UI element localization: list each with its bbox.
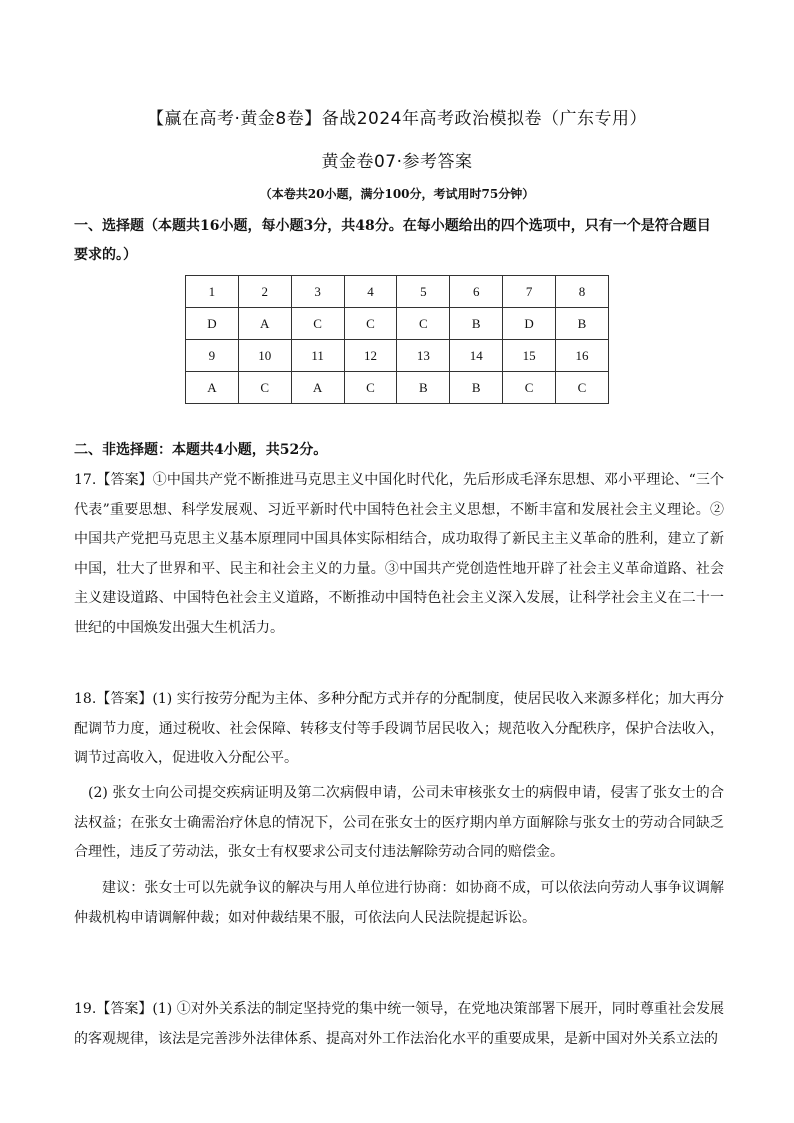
answer-cell: D	[503, 308, 556, 340]
answer-cell: A	[238, 308, 291, 340]
question-number-cell: 7	[503, 276, 556, 308]
answer-cell: D	[186, 308, 239, 340]
answer-cell: A	[186, 372, 239, 404]
answer-cell: B	[556, 308, 609, 340]
answer-table-row	[186, 276, 609, 308]
question-number-cell: 15	[503, 340, 556, 372]
question-number-cell: 13	[397, 340, 450, 372]
question-number-cell: 5	[397, 276, 450, 308]
answer-cell: B	[450, 308, 503, 340]
answer-cell: A	[291, 372, 344, 404]
document-subtitle: 黄金卷07·参考答案	[321, 152, 473, 172]
answer-17: 17.【答案】①中国共产党不断推进马克思主义中国化时代化，先后形成毛泽东思想、邓小平理论、“三个代表”重要思想、科学发展观、习近平新时代中国特色社会主义思想，不断丰富和发展社会主义理论。②中国共产党把马克思主义基本原理同中国具体实际相结合，成功取得了新民主主义革命的胜利，建立了新中国，壮大了世界和平、民主和社会主义的力量。③中国共产党创造性地开辟了社会主义革命道路、社会主义建设道路、中国特色社会主义道路，不断推动中国特色社会主义深入发展，让科学社会主义在二十一世纪的中国焕发出强大生机活力。	[74, 472, 724, 636]
answer-18-suggestion: 建议：张女士可以先就争议的解决与用人单位进行协商：如协商不成，可以依法向劳动人事争议调解仲裁机构申请调解仲裁；如对仲裁结果不服，可依法向人民法院提起诉讼。	[74, 880, 724, 926]
section-1-heading: 一、选择题（本题共16小题，每小题3分，共48分。在每小题给出的四个选项中，只有一个是符合题目要求的。）	[74, 218, 711, 263]
answer-cell: C	[556, 372, 609, 404]
question-number-cell: 12	[344, 340, 397, 372]
answer-cell: B	[397, 372, 450, 404]
answer-cell: C	[397, 308, 450, 340]
answer-table-row	[186, 372, 609, 404]
question-number-cell: 2	[238, 276, 291, 308]
question-number-cell: 16	[556, 340, 609, 372]
question-number-cell: 4	[344, 276, 397, 308]
answer-cell: C	[238, 372, 291, 404]
answer-table-row	[186, 308, 609, 340]
question-number-cell: 6	[450, 276, 503, 308]
answer-table-row	[186, 340, 609, 372]
question-number-cell: 8	[556, 276, 609, 308]
answer-table	[185, 275, 609, 404]
answer-cell: B	[450, 372, 503, 404]
answer-19: 19.【答案】(1) ①对外关系法的制定坚持党的集中统一领导，在党地决策部署下展开，同时尊重社会发展的客观规律，该法是完善涉外法律体系、提高对外工作法治化水平的重要成果，是新中国对外关系立法的	[74, 1001, 724, 1047]
question-number-cell: 1	[186, 276, 239, 308]
question-number-cell: 14	[450, 340, 503, 372]
answer-cell: C	[344, 372, 397, 404]
answer-cell: C	[344, 308, 397, 340]
exam-note: （本卷共20小题，满分100分，考试用时75分钟）	[259, 187, 535, 201]
question-number-cell: 9	[186, 340, 239, 372]
document-title: 【赢在高考·黄金8卷】备战2024年高考政治模拟卷（广东专用）	[147, 109, 647, 129]
answer-18-part2: (2) 张女士向公司提交疾病证明及第二次病假申请，公司未审核张女士的病假申请，侵害了张女士的合法权益；在张女士确需治疗休息的情况下，公司在张女士的医疗期内单方面解除与张女士的劳动合同缺乏合理性，违反了劳动法，张女士有权要求公司支付违法解除劳动合同的赔偿金。	[74, 785, 724, 860]
section-2-heading: 二、非选择题：本题共4小题，共52分。	[74, 442, 328, 458]
answer-18-part1: 18.【答案】(1) 实行按劳分配为主体、多种分配方式并存的分配制度，使居民收入来源多样化；加大再分配调节力度，通过税收、社会保障、转移支付等手段调节居民收入；规范收入分配秩序，保护合法收入，调节过高收入，促进收入分配公平。	[74, 691, 724, 766]
question-number-cell: 11	[291, 340, 344, 372]
answer-cell: C	[291, 308, 344, 340]
answer-cell: C	[503, 372, 556, 404]
question-number-cell: 3	[291, 276, 344, 308]
question-number-cell: 10	[238, 340, 291, 372]
